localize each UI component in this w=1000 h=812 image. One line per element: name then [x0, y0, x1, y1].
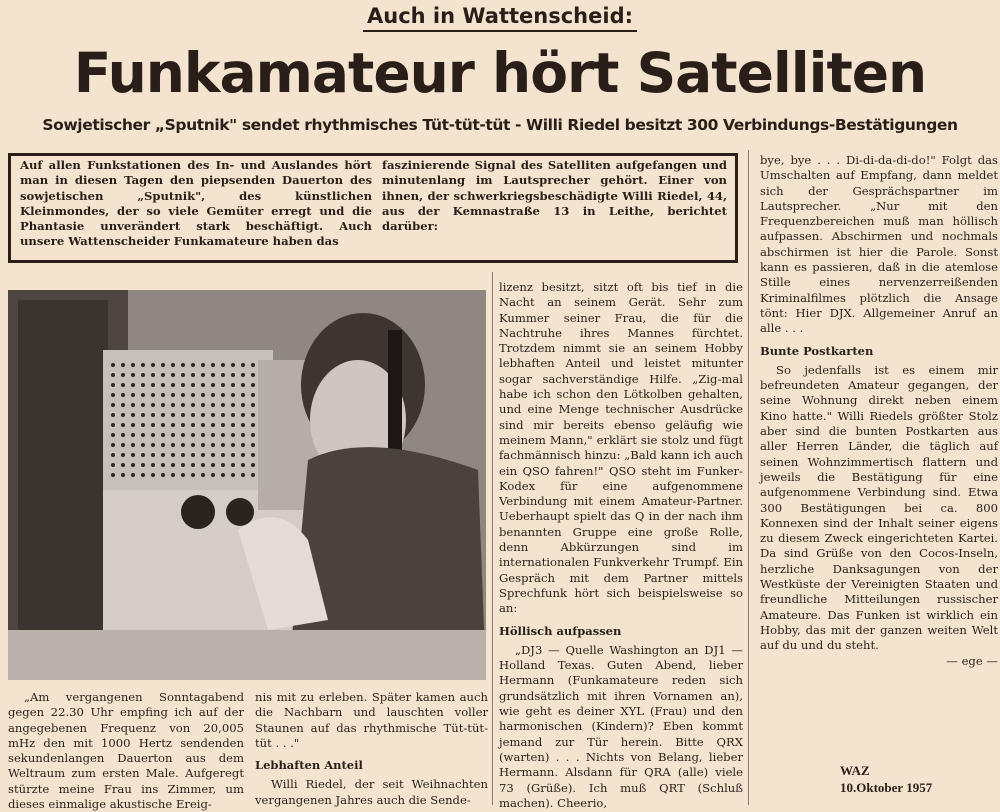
section-heading: Höllisch aufpassen [499, 623, 622, 638]
paragraph: bye, bye . . . Di-di-da-di-do!" Folgt das Umschalten auf Empfang, dann meldet sich der Gesprächspartner im Lautsprecher. „Nur mit den Frequenzbereichen muß man höllisch aufpassen. Abschirmen und nochmals abschirmen ist hier die Parole. Sonst kann es passieren, daß in die atemlose Stille eines nervenzerreißenden Kriminalfilmes plötzlich die Ansage tönt: Hier DJX. Allgemeiner Anruf an alle . . . [760, 153, 998, 336]
section-heading: Lebhaften Anteil [255, 758, 363, 773]
section-heading: Bunte Postkarten [760, 343, 874, 358]
column-a [8, 690, 244, 812]
paragraph: lizenz besitzt, sitzt oft bis tief in die Nacht an seinem Gerät. Sehr zum Kummer seiner Frau, die für die Nachtruhe ihres Mannes fürchtet. Trotzdem nimmt sie an seinem Hobby lebhaften Anteil und leistet mitunter sogar sachverständige Hilfe. „Zig-mal habe ich schon den Lötkolben gehalten, und eine Menge technischer Ausdrücke sind mir bereits ebenso geläufig wie meinem Mann," erklärt sie stolz und fügt fachmännisch hinzu: „Bald kann ich auch ein QSO fahren!" QSO steht im Funker-Kodex für eine aufgenommene Verbindung mit einem Amateur-Partner. Ueberhaupt spielt das Q in der nach ihm benannten Gruppe eine große Rolle, denn Abkürzungen sind im internationalen Funkverkehr Trumpf. Ein Gespräch mit dem Partner mittels Sprechfunk hört sich beispielsweise so an: [499, 280, 743, 616]
byline: — ege — [946, 653, 998, 668]
source-paper: WAZ [840, 763, 870, 778]
headline: Funkamateur hört Satelliten [73, 41, 927, 105]
paragraph: „Am vergangenen Sonntagabend gegen 22.30 Uhr empfing ich auf der angegebenen Frequenz von 20,005 mHz den mit 1000 Hertz sendenden sekundenlangen Dauerton aus dem Weltraum zum ersten Male. Aufgeregt stürzte meine Frau ins Zimmer, um dieses einmalige akustische Ereig- [8, 690, 244, 812]
paragraph: Willi Riedel, der seit Weihnachten vergangenen Jahres auch die Sende- [255, 777, 488, 807]
column-rule [748, 150, 749, 805]
paragraph: „DJ3 — Quelle Washington an DJ1 — Holland Texas. Guten Abend, lieber Hermann (Funkamateure reden sich grundsätzlich mit ihren Vornamen an), wie geht es deiner XYL (Frau) und den harmonischen (Kindern)? Eben kommt jemand zur Tür herein. Bitte QRX (warten) . . . Nichts von Belang, lieber Hermann. Alsdann für QRA (alle) viele 73 (Grüße). Ich muß QRT (Schluß machen). Cheerio, [499, 642, 743, 810]
column-b [255, 690, 488, 808]
column-rule [492, 272, 493, 805]
photo-radio-operator [8, 290, 486, 680]
paragraph: So jedenfalls ist es einem mir befreundeten Amateur gegangen, der seine Wohnung direkt neben einem Kino hatte." Willi Riedels größter Stolz aber sind die bunten Postkarten aus aller Herren Länder, die täglich auf seinen Wohnzimmertisch flattern und jeweils die Bestätigung für eine aufgenommene Verbindung sind. Etwa 300 Bestätigungen bei ca. 800 Konnexen sind der Inhalt seiner eigens zu diesem Zweck eingerichteten Kartei. Da sind Grüße von den Cocos-Inseln, herzliche Danksagungen von der Westküste der Vereinigten Staaten und freundliche Mitteilungen russischer Amateure. Das Funken ist wirklich ein Hobby, das mit der ganzen weiten Welt auf du und du steht. [760, 362, 998, 653]
kicker: Auch in Wattenscheid: [0, 4, 1000, 28]
intro-text-left: Auf allen Funkstationen des In- und Auslandes hört man in diesen Tagen den piepsenden Dauerton des sowjetischen „Sputnik", des künstlichen Kleinmondes, der so viele Gemüter erregt und die Phantasie unverändert stark beschäftigt. Auch unsere Wattenscheider Funkamateure haben das [20, 158, 372, 249]
column-d [760, 153, 998, 669]
paragraph: nis mit zu erleben. Später kamen auch die Nachbarn und lauschten voller Staunen auf das rhythmische Tüt-tüt-tüt . . ." [255, 690, 488, 750]
source-date: 10.Oktober 1957 [840, 780, 933, 795]
source-note [840, 762, 990, 796]
column-c [499, 280, 743, 811]
photo-radio-operator-icon [8, 290, 486, 680]
intro-text-right: faszinierende Signal des Satelliten aufgefangen und minutenlang im Lautsprecher gehört. Einer von ihnen, der schwerkriegsbeschädigte Willi Riedel, 44, aus der Kemnastraße 13 in Leithe, berichtet darüber: [382, 158, 727, 234]
subheadline: Sowjetischer „Sputnik" sendet rhythmisches Tüt-tüt-tüt - Willi Riedel besitzt 300 Verbindungs-Bestätigungen [42, 116, 958, 134]
